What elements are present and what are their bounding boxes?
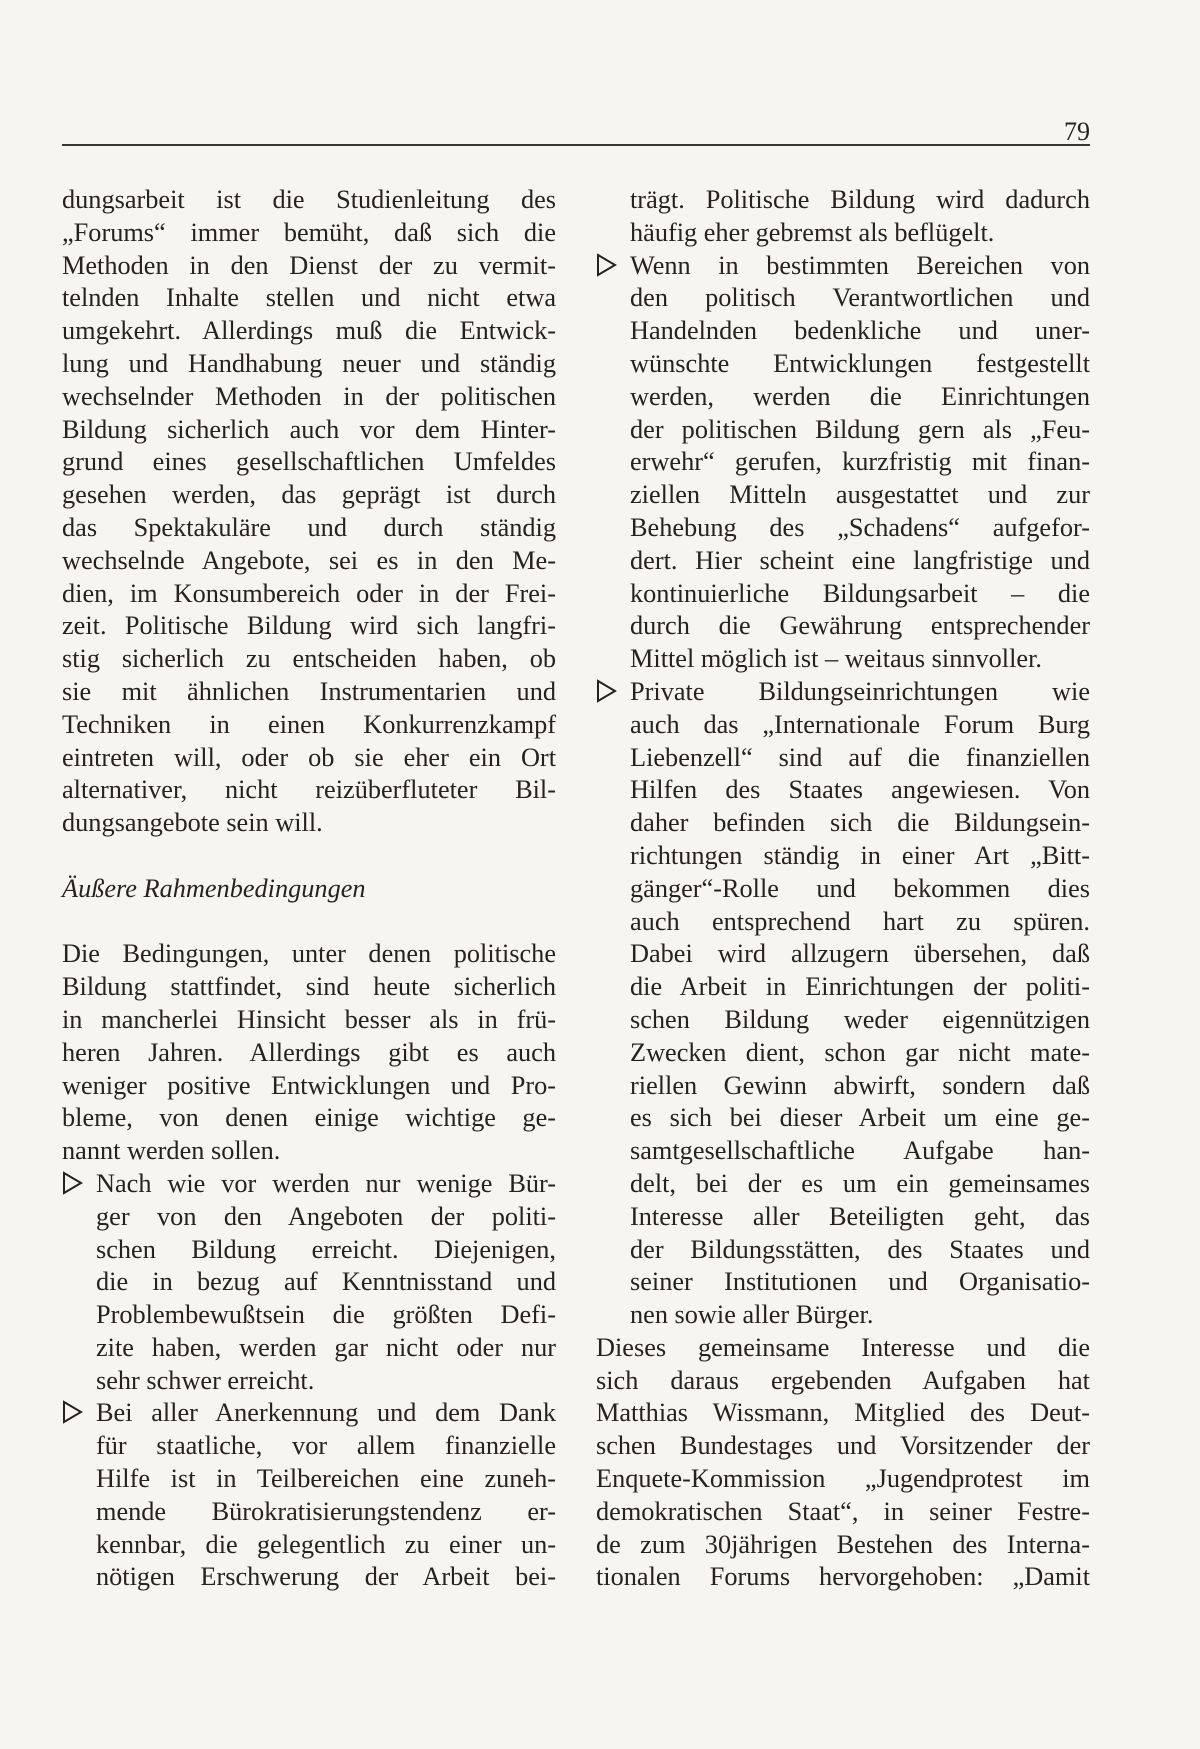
text-line: richtungen ständig in einer Art „Bitt- xyxy=(630,840,1090,870)
text-line: eintreten will, oder ob sie eher ein Ort xyxy=(62,742,556,772)
text-line: nannt werden sollen. xyxy=(62,1136,281,1166)
text-line: alternativer, nicht reizüberfluteter Bil- xyxy=(62,775,556,805)
text-line: grund eines gesellschaftlichen Umfeldes xyxy=(62,447,556,477)
text-line: riellen Gewinn abwirft, sondern daß xyxy=(630,1070,1090,1100)
left-column xyxy=(62,184,556,1594)
text-line: Problembewußtsein die größten Defi- xyxy=(96,1300,556,1330)
text-line: zeit. Politische Bildung wird sich langfri- xyxy=(62,611,556,641)
text-line: stig sicherlich zu entscheiden haben, ob xyxy=(62,644,556,674)
text-line: den politisch Verantwortlichen und xyxy=(630,283,1090,313)
text-line: auch entsprechend hart zu spüren. xyxy=(630,906,1090,936)
triangle-bullet-icon xyxy=(62,1170,84,1196)
triangle-bullet-icon xyxy=(62,1399,84,1425)
text-line: umgekehrt. Allerdings muß die Entwick- xyxy=(62,316,556,346)
text-line: „Forums“ immer bemüht, daß sich die xyxy=(62,217,556,247)
text-line: samtgesellschaftliche Aufgabe han- xyxy=(630,1136,1090,1166)
header-rule xyxy=(62,144,1090,146)
text-line: Behebung des „Schadens“ aufgefor- xyxy=(630,512,1090,542)
text-line: telnden Inhalte stellen und nicht etwa xyxy=(62,283,556,313)
triangle-bullet-icon xyxy=(596,252,618,278)
bullet-item xyxy=(62,1168,556,1398)
text-line: Nach wie vor werden nur wenige Bür- xyxy=(96,1168,556,1198)
text-line: für staatliche, vor allem finanzielle xyxy=(96,1431,556,1461)
text-line: Mittel möglich ist – weitaus sinnvoller. xyxy=(630,644,1042,674)
spacer xyxy=(62,840,556,873)
text-line: mende Bürokratisierungstendenz er- xyxy=(96,1496,556,1526)
text-line: ger von den Angeboten der politi- xyxy=(96,1201,556,1231)
text-line: Bei aller Anerkennung und dem Dank xyxy=(96,1398,556,1428)
paragraph xyxy=(62,184,556,840)
text-line: in mancherlei Hinsicht besser als in frü- xyxy=(62,1004,556,1034)
paragraph xyxy=(596,1332,1090,1594)
text-line: Matthias Wissmann, Mitglied des Deut- xyxy=(596,1398,1090,1428)
text-line: dungsangebote sein will. xyxy=(62,808,323,838)
text-line: nen sowie aller Bürger. xyxy=(630,1300,874,1330)
triangle-bullet-icon xyxy=(596,678,618,704)
text-line: gänger“-Rolle und bekommen dies xyxy=(630,873,1090,903)
text-line: dungsarbeit ist die Studienleitung des xyxy=(62,185,556,214)
text-line: dert. Hier scheint eine langfristige und xyxy=(630,545,1090,575)
bullet-text xyxy=(630,250,1090,676)
page-number: 79 xyxy=(1064,117,1090,146)
bullet-item xyxy=(596,250,1090,676)
bullet-text xyxy=(96,1168,556,1398)
text-line: die Arbeit in Einrichtungen der politi- xyxy=(630,972,1090,1002)
text-line: sehr schwer erreicht. xyxy=(96,1365,315,1395)
text-line: die in bezug auf Kenntnisstand und xyxy=(96,1267,556,1297)
text-line: delt, bei der es um ein gemeinsames xyxy=(630,1168,1090,1198)
text-line: Interesse aller Beteiligten geht, das xyxy=(630,1201,1090,1231)
bullet-text xyxy=(630,184,1090,250)
text-line: nötigen Erschwerung der Arbeit bei- xyxy=(96,1562,556,1592)
text-line: der Bildungsstätten, des Staates und xyxy=(630,1234,1090,1264)
section-heading: Äußere Rahmenbedingungen xyxy=(62,873,366,903)
text-line: Dabei wird allzugern übersehen, daß xyxy=(630,939,1090,969)
text-line: bleme, von denen einige wichtige ge- xyxy=(62,1103,556,1133)
text-line: Private Bildungseinrichtungen wie xyxy=(630,676,1090,706)
text-line: zite haben, werden gar nicht oder nur xyxy=(96,1332,556,1362)
bullet-item xyxy=(596,676,1090,1332)
text-line: sich daraus ergebenden Aufgaben hat xyxy=(596,1365,1090,1395)
text-line: gesehen werden, das geprägt ist durch xyxy=(62,480,556,510)
spacer xyxy=(62,906,556,939)
text-line: durch die Gewährung entsprechender xyxy=(630,611,1090,641)
text-line: wünschte Entwicklungen festgestellt xyxy=(630,348,1090,378)
text-line: wechselnder Methoden in der politischen xyxy=(62,381,556,411)
text-line: Die Bedingungen, unter denen politische xyxy=(62,939,556,969)
text-line: de zum 30jährigen Bestehen des Interna- xyxy=(596,1529,1090,1559)
text-line: kennbar, die gelegentlich zu einer un- xyxy=(96,1529,556,1559)
text-line: der politischen Bildung gern als „Feu- xyxy=(630,414,1090,444)
text-line: sie mit ähnlichen Instrumentarien und xyxy=(62,676,556,706)
bullet-continuation xyxy=(596,184,1090,250)
text-line: wechselnde Angebote, sei es in den Me- xyxy=(62,545,556,575)
text-line: trägt. Politische Bildung wird dadurch xyxy=(630,185,1090,214)
text-line: werden, werden die Einrichtungen xyxy=(630,381,1090,411)
text-line: Enquete-Kommission „Jugendprotest im xyxy=(596,1464,1090,1494)
text-line: schen Bundestages und Vorsitzender der xyxy=(596,1431,1090,1461)
text-line: Handelnden bedenkliche und uner- xyxy=(630,316,1090,346)
bullet-text xyxy=(630,676,1090,1332)
text-line: schen Bildung weder eigennützigen xyxy=(630,1004,1090,1034)
text-line: weniger positive Entwicklungen und Pro- xyxy=(62,1070,556,1100)
text-line: Dieses gemeinsame Interesse und die xyxy=(596,1332,1090,1362)
text-line: lung und Handhabung neuer und ständig xyxy=(62,348,556,378)
bullet-item xyxy=(62,1397,556,1594)
text-line: dien, im Konsumbereich oder in der Frei- xyxy=(62,578,556,608)
text-line: Bildung stattfindet, sind heute sicherlich xyxy=(62,972,556,1002)
text-line: auch das „Internationale Forum Burg xyxy=(630,709,1090,739)
text-line: schen Bildung erreicht. Diejenigen, xyxy=(96,1234,556,1264)
text-line: Hilfe ist in Teilbereichen eine zuneh- xyxy=(96,1464,556,1494)
text-line: tionalen Forums hervorgehoben: „Damit xyxy=(596,1562,1090,1592)
text-line: Bildung sicherlich auch vor dem Hinter- xyxy=(62,414,556,444)
text-line: Liebenzell“ sind auf die finanziellen xyxy=(630,742,1090,772)
bullet-text xyxy=(96,1397,556,1594)
paragraph xyxy=(62,938,556,1168)
text-line: heren Jahren. Allerdings gibt es auch xyxy=(62,1037,556,1067)
text-line: es sich bei dieser Arbeit um eine ge- xyxy=(630,1103,1090,1133)
text-line: erwehr“ gerufen, kurzfristig mit finan- xyxy=(630,447,1090,477)
text-line: Zwecken dient, schon gar nicht mate- xyxy=(630,1037,1090,1067)
text-line: Techniken in einen Konkurrenzkampf xyxy=(62,709,556,739)
text-line: Hilfen des Staates angewiesen. Von xyxy=(630,775,1090,805)
text-line: demokratischen Staat“, in seiner Festre- xyxy=(596,1496,1090,1526)
text-line: das Spektakuläre und durch ständig xyxy=(62,512,556,542)
text-line: häufig eher gebremst als beflügelt. xyxy=(630,217,995,247)
text-line: ziellen Mitteln ausgestattet und zur xyxy=(630,480,1090,510)
text-line: Wenn in bestimmten Bereichen von xyxy=(630,250,1090,280)
right-column xyxy=(596,184,1090,1594)
text-line: seiner Institutionen und Organisatio- xyxy=(630,1267,1090,1297)
text-line: kontinuierliche Bildungsarbeit – die xyxy=(630,578,1090,608)
text-line: Methoden in den Dienst der zu vermit- xyxy=(62,250,556,280)
text-line: daher befinden sich die Bildungsein- xyxy=(630,808,1090,838)
